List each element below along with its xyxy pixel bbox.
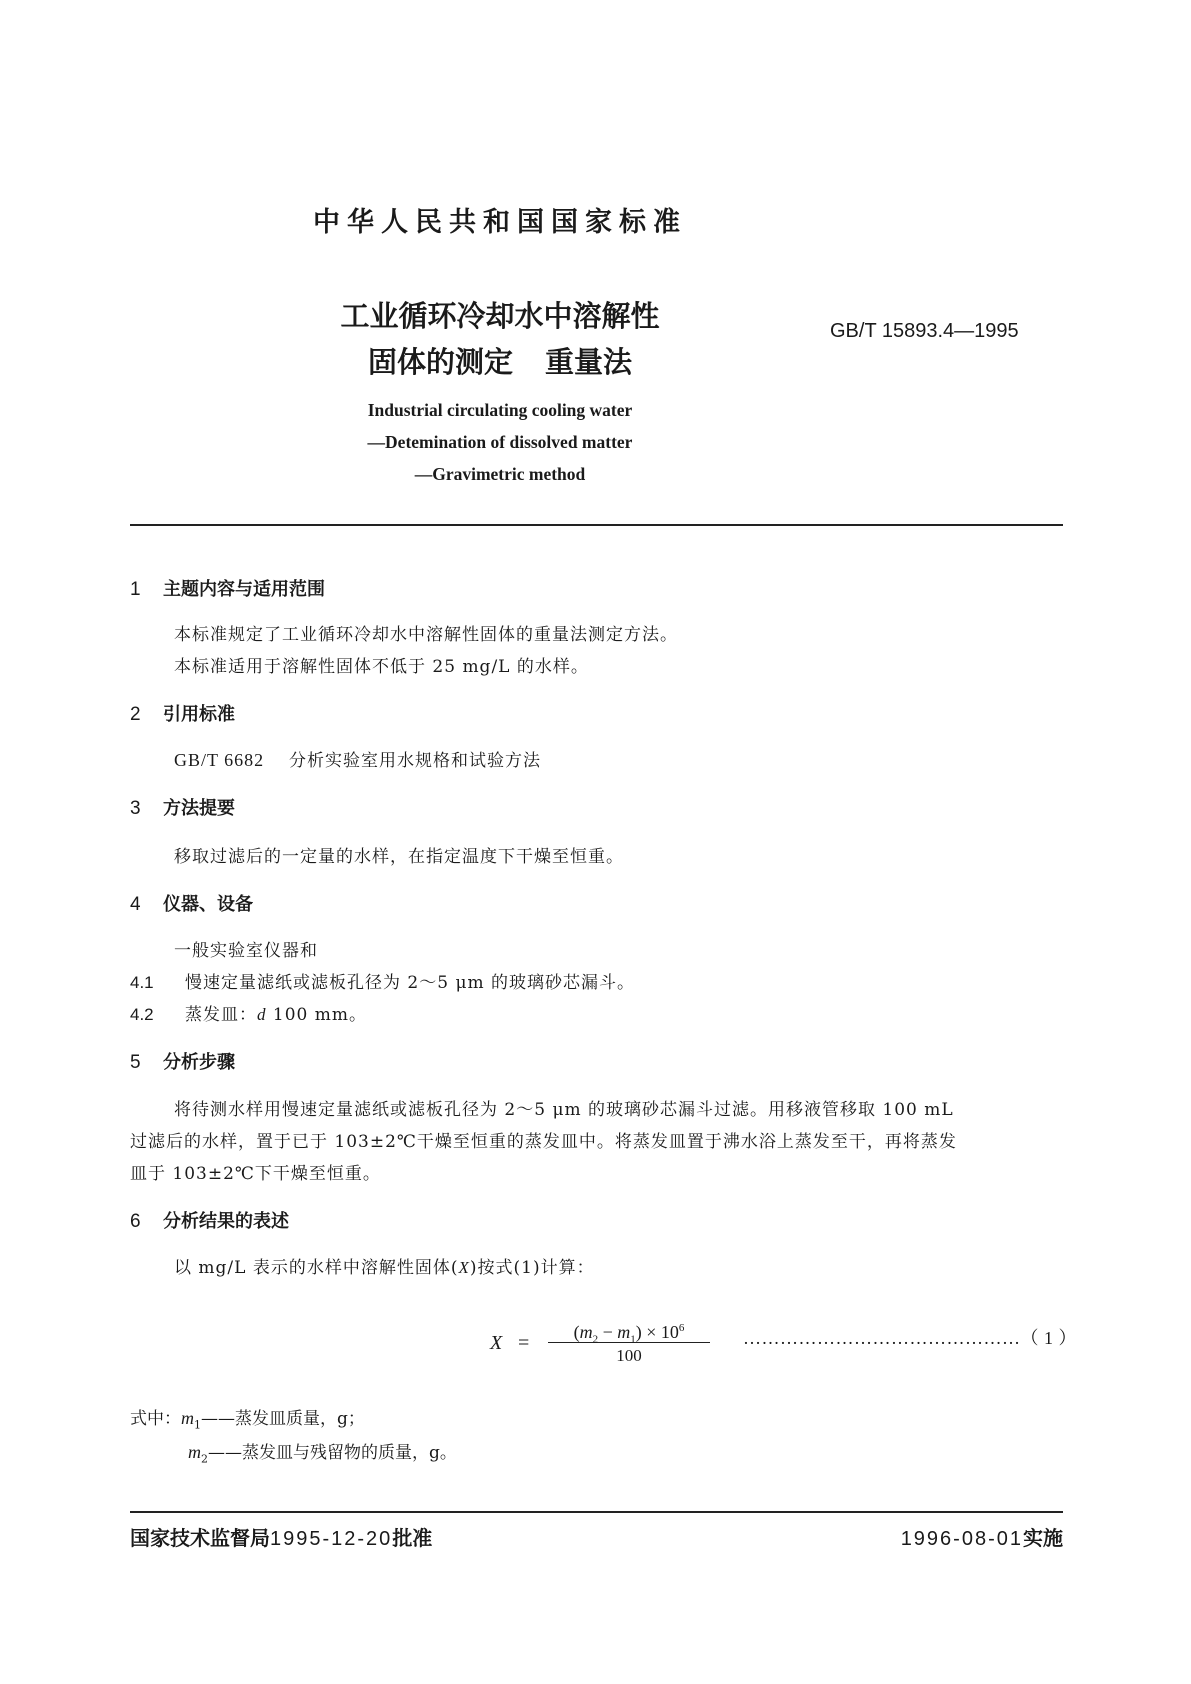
title-cn-part-b: 重量法 bbox=[545, 345, 633, 379]
numerator-minus: − bbox=[598, 1322, 618, 1342]
title-en-line2: —Detemination of dissolved matter bbox=[367, 432, 633, 452]
where-m1-subscript: 1 bbox=[194, 1418, 201, 1432]
where-m2-variable: m bbox=[188, 1442, 201, 1462]
title-cn-line1: 工业循环冷却水中溶解性 bbox=[340, 299, 660, 333]
numerator-m2-subscript: 2 bbox=[592, 1333, 599, 1346]
title-cn-part-a: 固体的测定 bbox=[367, 345, 513, 379]
section-2-heading bbox=[130, 700, 235, 726]
section-5-line-3: 皿于 103±2℃下干燥至恒重。 bbox=[130, 1164, 381, 1184]
approval-suffix: 批准 bbox=[392, 1526, 433, 1550]
item-4-1-number: 4.1 bbox=[130, 973, 154, 992]
section-6-intro-a: 以 mg/L 表示的水样中溶解性固体( bbox=[174, 1258, 459, 1278]
title-cn-line2 bbox=[0, 340, 1000, 381]
section-6-title: 分析结果的表述 bbox=[163, 1211, 289, 1232]
approval-authority: 国家技术监督局 bbox=[130, 1526, 270, 1550]
section-6-intro-variable: X bbox=[458, 1258, 470, 1277]
section-1-title: 主题内容与适用范围 bbox=[163, 579, 325, 600]
item-4-2-number: 4.2 bbox=[130, 1005, 154, 1024]
fraction-denominator: 100 bbox=[616, 1346, 642, 1365]
section-1-heading bbox=[130, 575, 325, 601]
effective-suffix: 实施 bbox=[1023, 1526, 1063, 1550]
numerator-m1-subscript: 1 bbox=[630, 1333, 636, 1346]
section-4-item-1 bbox=[130, 968, 635, 993]
item-4-1-text: 慢速定量滤纸或滤板孔径为 2～5 μm 的玻璃砂芯漏斗。 bbox=[185, 973, 636, 993]
numerator-m1: m bbox=[617, 1322, 631, 1342]
header-divider bbox=[130, 524, 1063, 526]
effective-date: 1996-08-01 bbox=[900, 1528, 1023, 1550]
where-m1-variable: m bbox=[181, 1408, 194, 1428]
footer-approval bbox=[130, 1522, 432, 1551]
section-2-title: 引用标准 bbox=[163, 704, 235, 725]
fraction-numerator bbox=[548, 1314, 710, 1346]
section-3-title: 方法提要 bbox=[163, 798, 235, 819]
reference-title: 分析实验室用水规格和试验方法 bbox=[289, 751, 541, 771]
section-4-intro: 一般实验室仪器和 bbox=[174, 941, 318, 961]
standard-number: GB/T 15893.4—1995 bbox=[830, 320, 1019, 342]
equation-lhs: X bbox=[490, 1332, 503, 1354]
item-4-2-diameter-symbol: d bbox=[257, 1005, 267, 1024]
section-5-heading bbox=[130, 1048, 235, 1074]
section-6-heading bbox=[130, 1207, 289, 1233]
section-6-number: 6 bbox=[130, 1211, 141, 1232]
item-4-2-text-c: 100 mm。 bbox=[266, 1005, 367, 1025]
reference-code: GB/T 6682 bbox=[174, 750, 265, 770]
section-6-intro-b: )按式(1)计算： bbox=[469, 1258, 595, 1278]
section-3-paragraph-1: 移取过滤后的一定量的水样，在指定温度下干燥至恒重。 bbox=[174, 847, 624, 867]
section-3-number: 3 bbox=[130, 798, 141, 819]
section-4-item-2 bbox=[130, 1000, 367, 1025]
footer-effective bbox=[901, 1522, 1063, 1551]
section-4-number: 4 bbox=[130, 894, 141, 915]
numerator-m2: m bbox=[579, 1322, 593, 1342]
where-prefix: 式中： bbox=[130, 1409, 181, 1429]
numerator-open-paren: ( bbox=[573, 1322, 580, 1342]
section-4-title: 仪器、设备 bbox=[163, 894, 253, 915]
section-1-paragraph-1: 本标准规定了工业循环冷却水中溶解性固体的重量法测定方法。 bbox=[174, 625, 678, 645]
section-4-heading bbox=[130, 890, 253, 916]
equation-equals: = bbox=[518, 1332, 530, 1354]
section-5-line-2: 过滤后的水样，置于已于 103±2℃干燥至恒重的蒸发皿中。将蒸发皿置于沸水浴上蒸发至干，再将蒸发 bbox=[130, 1132, 957, 1152]
title-en-line3: —Gravimetric method bbox=[414, 464, 586, 484]
where-line-m1 bbox=[130, 1404, 365, 1431]
section-5-line-1: 将待测水样用慢速定量滤纸或滤板孔径为 2～5 μm 的玻璃砂芯漏斗过滤。用移液管移取 100 mL bbox=[174, 1100, 954, 1120]
where-m1-description: ——蒸发皿质量，g； bbox=[201, 1409, 365, 1429]
numerator-exponent: 6 bbox=[678, 1322, 685, 1334]
section-1-paragraph-2: 本标准适用于溶解性固体不低于 25 mg/L 的水样。 bbox=[174, 657, 589, 677]
normative-reference bbox=[174, 746, 541, 771]
section-5-title: 分析步骤 bbox=[163, 1052, 235, 1073]
section-1-number: 1 bbox=[130, 579, 141, 600]
section-3-heading bbox=[130, 794, 235, 820]
footer-divider bbox=[130, 1511, 1063, 1513]
where-m2-subscript: 2 bbox=[201, 1452, 208, 1466]
approval-date: 1995-12-20 bbox=[270, 1528, 393, 1550]
section-6-intro bbox=[174, 1253, 595, 1278]
section-5-number: 5 bbox=[130, 1052, 141, 1073]
where-m2-description: ——蒸发皿与残留物的质量，g。 bbox=[208, 1443, 457, 1463]
numerator-close-times-ten: ) × 10 bbox=[635, 1322, 679, 1342]
national-standard-heading: 中华人民共和国国家标准 bbox=[313, 207, 687, 238]
equation-number: ………………………………………（ 1 ） bbox=[743, 1328, 1077, 1348]
item-4-2-text-a: 蒸发皿： bbox=[185, 1005, 257, 1025]
title-en-line1: Industrial circulating cooling water bbox=[367, 400, 633, 420]
section-2-number: 2 bbox=[130, 704, 141, 725]
where-line-m2 bbox=[188, 1438, 457, 1465]
equation-fraction bbox=[548, 1314, 710, 1369]
